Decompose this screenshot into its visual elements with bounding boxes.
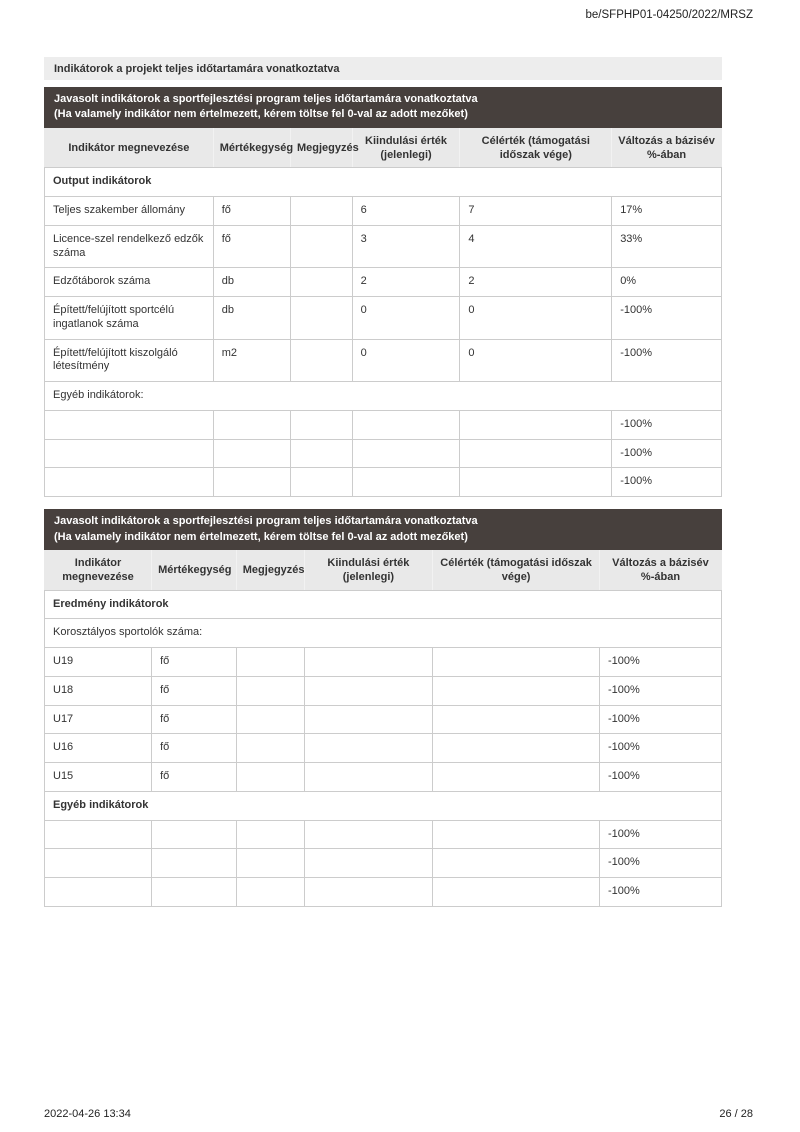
table-row (45, 820, 722, 849)
indicators-table (44, 550, 722, 907)
table-cell: U18 (45, 676, 152, 705)
indicator-table-section (44, 509, 722, 907)
footer-page-number: 26 / 28 (719, 1108, 753, 1120)
footer-timestamp: 2022-04-26 13:34 (44, 1108, 131, 1120)
table-cell (290, 268, 352, 297)
table-cell: fő (152, 705, 237, 734)
table-subsection-row: Korosztályos sportolók száma: (45, 619, 722, 648)
table-cell (236, 676, 304, 705)
table-cell (304, 676, 433, 705)
table-cell: -100% (599, 676, 721, 705)
table-cell (236, 648, 304, 677)
table-cell (236, 734, 304, 763)
table-row (45, 225, 722, 268)
table-cell (433, 878, 600, 907)
table-row (45, 791, 722, 820)
table-cell (290, 439, 352, 468)
table-cell: 0 (460, 339, 612, 382)
table-cell (290, 297, 352, 340)
table-cell: 2 (460, 268, 612, 297)
table-cell (433, 763, 600, 792)
column-header: Célérték (támogatási időszak vége) (460, 128, 612, 168)
table-cell (45, 878, 152, 907)
table-row (45, 382, 722, 411)
table-row (45, 339, 722, 382)
table-subsection-row: Eredmény indikátorok (45, 590, 722, 619)
indicator-tables-container (44, 87, 722, 907)
table-cell (304, 705, 433, 734)
table-cell: -100% (612, 468, 722, 497)
table-cell: 0 (352, 297, 460, 340)
table-row (45, 410, 722, 439)
table-cell (460, 439, 612, 468)
table-cell (290, 468, 352, 497)
table-row (45, 849, 722, 878)
table-cell: fő (152, 676, 237, 705)
table-cell: 3 (352, 225, 460, 268)
table-cell: -100% (612, 439, 722, 468)
table-cell: -100% (599, 705, 721, 734)
column-header: Változás a bázisév %-ában (599, 550, 721, 590)
table-cell (45, 849, 152, 878)
table-title (44, 509, 722, 550)
table-row (45, 590, 722, 619)
table-row (45, 197, 722, 226)
table-cell (45, 820, 152, 849)
table-title-line2: (Ha valamely indikátor nem értelmezett, kérem töltse fel 0-val az adott mezőket) (54, 530, 468, 543)
table-row (45, 168, 722, 197)
page-footer (44, 1108, 753, 1120)
column-header: Kiindulási érték (jelenlegi) (304, 550, 433, 590)
table-cell (433, 849, 600, 878)
table-cell: -100% (612, 297, 722, 340)
table-cell: -100% (599, 648, 721, 677)
table-cell: -100% (599, 734, 721, 763)
table-cell: fő (213, 197, 290, 226)
table-cell (352, 410, 460, 439)
column-header: Megjegyzés (290, 128, 352, 168)
table-row (45, 439, 722, 468)
table-cell (304, 648, 433, 677)
table-cell (304, 878, 433, 907)
table-cell (236, 820, 304, 849)
table-header-row (45, 128, 722, 168)
table-row (45, 297, 722, 340)
table-header-row (45, 550, 722, 590)
table-cell (236, 705, 304, 734)
column-header: Mértékegység (152, 550, 237, 590)
table-cell (236, 763, 304, 792)
table-cell: fő (152, 648, 237, 677)
table-cell: U16 (45, 734, 152, 763)
table-cell (460, 410, 612, 439)
table-cell (45, 410, 214, 439)
table-subsection-row: Output indikátorok (45, 168, 722, 197)
table-cell: 0 (460, 297, 612, 340)
table-row (45, 763, 722, 792)
table-cell: -100% (599, 878, 721, 907)
table-cell (236, 878, 304, 907)
table-cell: 2 (352, 268, 460, 297)
table-cell: -100% (599, 820, 721, 849)
table-cell: fő (152, 763, 237, 792)
table-cell: Teljes szakember állomány (45, 197, 214, 226)
table-cell: 0% (612, 268, 722, 297)
table-cell: fő (152, 734, 237, 763)
table-cell: 7 (460, 197, 612, 226)
table-cell: -100% (612, 410, 722, 439)
table-cell (152, 849, 237, 878)
table-cell: Edzőtáborok száma (45, 268, 214, 297)
table-cell (290, 410, 352, 439)
table-cell (352, 468, 460, 497)
table-cell: 0 (352, 339, 460, 382)
page-section-title: Indikátorok a projekt teljes időtartamára vonatkoztatva (44, 57, 722, 80)
table-cell: U17 (45, 705, 152, 734)
indicator-table-section (44, 87, 722, 497)
table-cell (290, 225, 352, 268)
table-cell: db (213, 297, 290, 340)
column-header: Célérték (támogatási időszak vége) (433, 550, 600, 590)
table-cell (460, 468, 612, 497)
table-cell: U15 (45, 763, 152, 792)
table-cell: db (213, 268, 290, 297)
table-cell (304, 820, 433, 849)
table-row (45, 878, 722, 907)
table-cell: 17% (612, 197, 722, 226)
table-cell (433, 705, 600, 734)
column-header: Megjegyzés (236, 550, 304, 590)
table-subsection-row: Egyéb indikátorok (45, 791, 722, 820)
table-cell (45, 468, 214, 497)
table-cell (213, 439, 290, 468)
table-cell (304, 849, 433, 878)
column-header: Változás a bázisév %-ában (612, 128, 722, 168)
table-cell: -100% (599, 763, 721, 792)
table-cell (304, 763, 433, 792)
table-cell (213, 468, 290, 497)
table-cell: 6 (352, 197, 460, 226)
table-cell: -100% (599, 849, 721, 878)
table-row (45, 734, 722, 763)
table-cell (290, 339, 352, 382)
table-row (45, 705, 722, 734)
table-cell: fő (213, 225, 290, 268)
table-cell: Licence-szel rendelkező edzők száma (45, 225, 214, 268)
table-cell (290, 197, 352, 226)
indicators-table (44, 128, 722, 497)
table-cell (433, 676, 600, 705)
table-row (45, 268, 722, 297)
table-row (45, 619, 722, 648)
table-row (45, 468, 722, 497)
table-cell: U19 (45, 648, 152, 677)
table-cell (304, 734, 433, 763)
table-title-line1: Javasolt indikátorok a sportfejlesztési program teljes időtartamára vonatkoztatva (54, 515, 478, 528)
table-cell: 4 (460, 225, 612, 268)
table-cell (433, 734, 600, 763)
table-cell (152, 820, 237, 849)
column-header: Mértékegység (213, 128, 290, 168)
table-cell: Épített/felújított sportcélú ingatlanok száma (45, 297, 214, 340)
table-cell (352, 439, 460, 468)
table-title-line1: Javasolt indikátorok a sportfejlesztési program teljes időtartamára vonatkoztatva (54, 93, 478, 105)
table-cell: Épített/felújított kiszolgáló létesítmény (45, 339, 214, 382)
column-header: Indikátor megnevezése (45, 128, 214, 168)
table-cell (213, 410, 290, 439)
table-cell (433, 648, 600, 677)
table-cell (152, 878, 237, 907)
column-header: Kiindulási érték (jelenlegi) (352, 128, 460, 168)
table-subsection-row: Egyéb indikátorok: (45, 382, 722, 411)
document-reference: be/SFPHP01-04250/2022/MRSZ (585, 9, 753, 21)
table-cell (45, 439, 214, 468)
table-cell (236, 849, 304, 878)
table-row (45, 676, 722, 705)
column-header: Indikátor megnevezése (45, 550, 152, 590)
table-title-line2: (Ha valamely indikátor nem értelmezett, kérem töltse fel 0-val az adott mezőket) (54, 108, 468, 121)
table-row (45, 648, 722, 677)
table-title (44, 87, 722, 128)
table-cell: 33% (612, 225, 722, 268)
table-cell: -100% (612, 339, 722, 382)
table-cell (433, 820, 600, 849)
table-cell: m2 (213, 339, 290, 382)
page-content (44, 57, 722, 919)
